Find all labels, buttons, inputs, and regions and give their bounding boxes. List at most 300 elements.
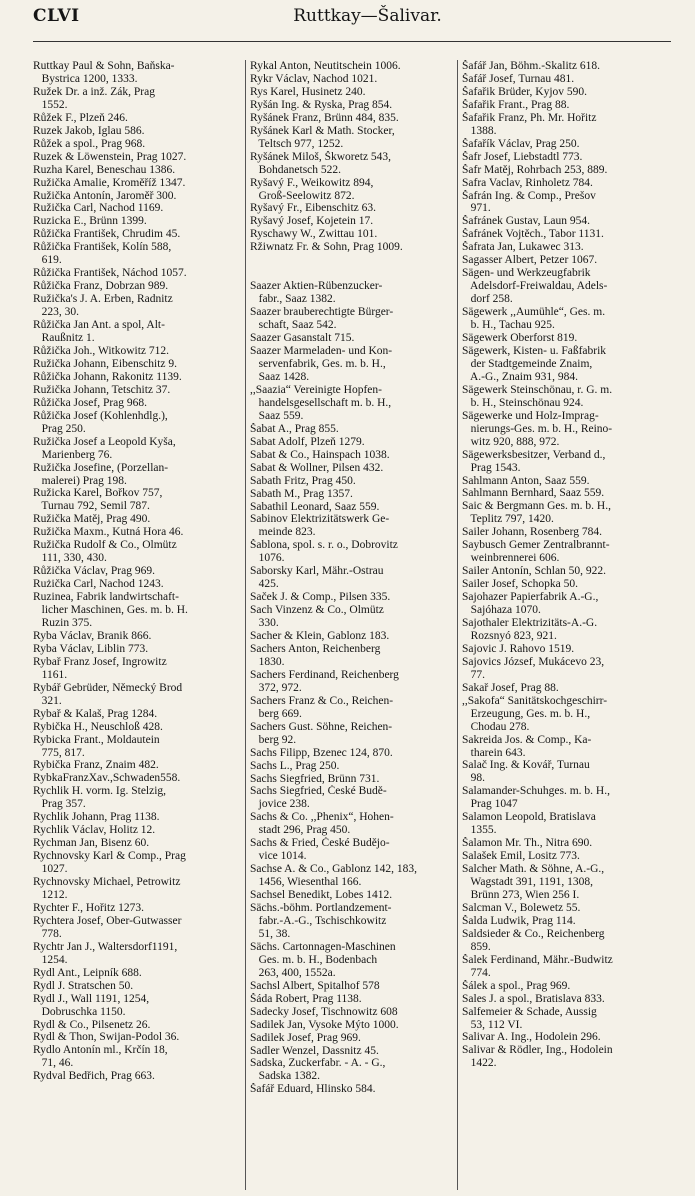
entry-line: ,,Sakofa“ Sanitätskochgeschirr-	[462, 694, 608, 707]
entry-line: Ružička Johann, Tetschitz 37.	[33, 383, 171, 396]
entry-continuation-line: berg 92.	[250, 733, 297, 746]
directory-entry	[33, 1019, 241, 1032]
directory-entry	[250, 993, 451, 1006]
directory-entry	[33, 202, 241, 215]
directory-entry	[33, 682, 241, 708]
entry-line: Ružička's J. A. Erben, Radnitz	[33, 293, 173, 306]
entry-line: Rybička Franz, Znaim 482.	[33, 759, 159, 772]
entry-continuation-line: 1254.	[33, 953, 68, 966]
entry-continuation-line: Dobruschka 1150.	[33, 1005, 126, 1018]
directory-entry	[33, 358, 241, 371]
directory-column-1	[33, 60, 241, 1190]
directory-entry	[462, 539, 673, 565]
entry-line: Šablona, spol. s. r. o., Dobrovitz	[250, 539, 398, 552]
directory-entry	[250, 1045, 451, 1058]
entry-continuation-line: Teplitz 797, 1420.	[462, 513, 554, 526]
entry-line: Saybusch Gemer Zentralbrannt-	[462, 539, 610, 552]
entry-line: Šafrata Jan, Lukawec 313.	[462, 241, 584, 254]
entry-line: Sahlmann Bernhard, Saaz 559.	[462, 487, 605, 500]
entry-line: Saic & Bergmann Ges. m. b. H.,	[462, 500, 611, 513]
directory-entry	[33, 487, 241, 513]
entry-line: Sachers Franz & Co., Reichen-	[250, 694, 394, 707]
directory-entry	[250, 241, 451, 254]
directory-entry	[462, 526, 673, 539]
entry-line: Šafr Josef, Liebstadtl 773.	[462, 150, 583, 163]
entry-continuation-line: 775, 817.	[33, 746, 85, 759]
directory-entry	[462, 954, 673, 980]
entry-line: Růžek F., Plzeň 246.	[33, 111, 128, 124]
directory-entry	[250, 889, 451, 902]
entry-line: Růžička Franz, Dobrzan 989.	[33, 280, 169, 293]
entry-line: Ryšavý Josef, Kojetein 17.	[250, 215, 374, 228]
entry-continuation-line: Ges. m. b. H., Bodenbach	[250, 953, 378, 966]
entry-line: RybkaFranzXav.,Schwaden558.	[33, 772, 181, 785]
directory-entry	[250, 112, 451, 125]
entry-continuation-line: Turnau 792, Semil 787.	[33, 500, 150, 513]
entry-continuation-line: witz 920, 888, 972.	[462, 435, 560, 448]
directory-entry	[250, 228, 451, 241]
entry-line: Ryba Václav, Branik 866.	[33, 629, 152, 642]
entry-continuation-line: Ruzin 375.	[33, 616, 93, 629]
entry-continuation-line: Adelsdorf-Freiwaldau, Adels-	[462, 280, 608, 293]
entry-line: Šalda Ludwik, Prag 114.	[462, 914, 576, 927]
directory-entry	[250, 1019, 451, 1032]
directory-entry	[462, 267, 673, 306]
entry-line: Šafář Eduard, Hlinsko 584.	[250, 1083, 376, 1096]
directory-entry	[33, 980, 241, 993]
entry-line: Růžička František, Kolín 588,	[33, 241, 172, 254]
directory-entry	[462, 151, 673, 164]
entry-continuation-line: 1552.	[33, 98, 68, 111]
directory-entry	[462, 656, 673, 682]
entry-line: Šálek a spol., Prag 969.	[462, 979, 571, 992]
entry-line: Salivar A. Ing., Hodolein 296.	[462, 1031, 601, 1044]
entry-line: Šalamon Mr. Th., Nitra 690.	[462, 837, 593, 850]
directory-entry	[462, 487, 673, 500]
entry-line: Ruzha Karel, Beneschau 1386.	[33, 163, 176, 176]
directory-entry	[462, 591, 673, 617]
entry-line: Sakař Josef, Prag 88.	[462, 681, 559, 694]
entry-line: Sales J. a spol., Bratislava 833.	[462, 992, 605, 1005]
entry-line: Rydl J., Wall 1191, 1254,	[33, 992, 150, 1005]
entry-line: Sachs & Co. ,,Phenix“, Hohen-	[250, 811, 394, 824]
directory-entry	[33, 293, 241, 319]
directory-entry	[462, 915, 673, 928]
directory-entry	[33, 526, 241, 539]
directory-entry	[250, 811, 451, 837]
directory-entry	[462, 902, 673, 915]
entry-line: Ružicka Karel, Bořkov 757,	[33, 487, 163, 500]
directory-entry	[462, 863, 673, 902]
entry-continuation-line: Sajóhaza 1070.	[462, 604, 541, 617]
directory-entry	[250, 151, 451, 177]
directory-entry	[462, 215, 673, 228]
directory-entry	[462, 1031, 673, 1044]
directory-entry	[33, 656, 241, 682]
directory-entry	[33, 759, 241, 772]
entry-line: Sailer Josef, Schopka 50.	[462, 578, 578, 591]
entry-line: Ržiwnatz Fr. & Sohn, Prag 1009.	[250, 241, 403, 254]
entry-line: Růžička František, Chrudim 45.	[33, 228, 181, 241]
directory-entry	[462, 410, 673, 449]
directory-entry	[33, 138, 241, 151]
entry-line: Rychnovsky Michael, Petrowitz	[33, 876, 181, 889]
directory-entry	[33, 397, 241, 410]
entry-continuation-line: berg 669.	[250, 707, 302, 720]
entry-continuation-line: Bohdanetsch 522.	[250, 163, 342, 176]
entry-line: Ryschawy W., Zwittau 101.	[250, 228, 378, 241]
entry-continuation-line: Wagstadt 391, 1191, 1308,	[462, 876, 593, 889]
entry-line: Šafařík Václav, Prag 250.	[462, 137, 580, 150]
entry-continuation-line: malerei) Prag 198.	[33, 474, 127, 487]
directory-entry	[250, 863, 451, 889]
directory-entry	[462, 785, 673, 811]
entry-continuation-line: b. H., Steinschönau 924.	[462, 396, 584, 409]
entry-continuation-line: Prag 1543.	[462, 461, 521, 474]
entry-line: Ružička Josef a Leopold Kyša,	[33, 435, 176, 448]
directory-entry	[250, 384, 451, 423]
entry-continuation-line: 1422.	[462, 1057, 497, 1070]
entry-line: Ruttkay Paul & Sohn, Baňska-	[33, 60, 175, 72]
entry-continuation-line: nierungs-Ges. m. b. H., Reino-	[462, 422, 613, 435]
entry-continuation-line: Chodau 278.	[462, 720, 530, 733]
entry-line: Sakreida Jos. & Comp., Ka-	[462, 733, 592, 746]
directory-entry	[462, 1044, 673, 1070]
entry-line: Rychnovsky Karl & Comp., Prag	[33, 850, 186, 863]
directory-entry	[250, 1006, 451, 1019]
directory-entry	[33, 177, 241, 190]
directory-entry	[250, 591, 451, 604]
entry-line: Rybař Franz Josef, Ingrowitz	[33, 655, 167, 668]
directory-entry	[250, 980, 451, 993]
entry-continuation-line: Sadska 1382.	[250, 1070, 320, 1083]
directory-entry	[462, 60, 673, 73]
directory-columns	[33, 60, 673, 1190]
entry-line: Sajovics József, Mukácevo 23,	[462, 655, 605, 668]
directory-entry	[250, 99, 451, 112]
entry-continuation-line: Bystrica 1200, 1333.	[33, 72, 138, 85]
directory-entry	[33, 539, 241, 565]
entry-line: Sachers Ferdinand, Reichenberg	[250, 668, 399, 681]
entry-line: Šabat A., Prag 855.	[250, 422, 339, 435]
directory-entry	[250, 475, 451, 488]
entry-continuation-line: der Stadtgemeinde Znaim,	[462, 357, 593, 370]
entry-continuation-line: 372, 972.	[250, 681, 302, 694]
section-gap	[250, 254, 451, 280]
directory-entry	[462, 254, 673, 267]
page-number: CLVI	[33, 6, 80, 26]
entry-line: Rychlik Václav, Holitz 12.	[33, 824, 156, 837]
entry-line: Rybář Gebrüder, Německý Brod	[33, 681, 183, 694]
entry-line: Rydl J. Stratschen 50.	[33, 979, 134, 992]
entry-continuation-line: 98.	[462, 772, 485, 785]
directory-entry	[33, 811, 241, 824]
directory-entry	[250, 902, 451, 941]
entry-line: Saldsieder & Co., Reichenberg	[462, 927, 605, 940]
entry-line: Sagasser Albert, Petzer 1067.	[462, 254, 598, 267]
entry-line: Rydval Bedřich, Prag 663.	[33, 1070, 155, 1083]
directory-entry	[462, 928, 673, 954]
directory-entry	[33, 1070, 241, 1083]
entry-continuation-line: dorf 258.	[462, 293, 513, 306]
directory-entry	[250, 669, 451, 695]
entry-line: Sailer Johann, Rosenberg 784.	[462, 526, 603, 539]
directory-entry	[33, 1044, 241, 1070]
entry-continuation-line: servenfabrik, Ges. m. b. H.,	[250, 358, 386, 371]
entry-continuation-line: Groß-Seelowitz 872.	[250, 189, 355, 202]
entry-line: Sadska, Zuckerfabr. - A. - G.,	[250, 1057, 386, 1070]
directory-entry	[33, 164, 241, 177]
directory-entry	[250, 125, 451, 151]
directory-entry	[33, 436, 241, 462]
directory-entry	[250, 747, 451, 760]
entry-continuation-line: 1076.	[250, 552, 285, 565]
entry-line: Saazer Marmeladen- und Kon-	[250, 345, 393, 358]
directory-entry	[33, 190, 241, 203]
directory-entry	[33, 734, 241, 760]
directory-column-2	[245, 60, 451, 1190]
directory-entry	[33, 513, 241, 526]
directory-entry	[250, 423, 451, 436]
directory-entry	[462, 643, 673, 656]
directory-entry	[33, 578, 241, 591]
entry-continuation-line: 321.	[33, 694, 62, 707]
entry-line: Salač Ing. & Kovář, Turnau	[462, 759, 590, 772]
entry-line: Salivar & Rödler, Ing., Hodolein	[462, 1044, 613, 1057]
entry-continuation-line: 71, 46.	[33, 1057, 74, 1070]
entry-line: Ružička Amalie, Kroměříž 1347.	[33, 176, 186, 189]
directory-entry	[250, 630, 451, 643]
directory-entry	[250, 332, 451, 345]
directory-entry	[462, 980, 673, 993]
entry-continuation-line: 1456, Wiesenthal 166.	[250, 876, 362, 889]
entry-continuation-line: 77.	[462, 668, 485, 681]
entry-line: Salamon Leopold, Bratislava	[462, 811, 596, 824]
entry-continuation-line: 223, 30.	[33, 306, 79, 319]
entry-line: Sachs Siegfried, České Budě-	[250, 785, 387, 798]
entry-line: Ružička Matěj, Prag 490.	[33, 513, 151, 526]
directory-entry	[462, 241, 673, 254]
entry-continuation-line: 53, 112 VI.	[462, 1018, 523, 1031]
directory-entry	[250, 177, 451, 203]
entry-continuation-line: b. H., Tachau 925.	[462, 319, 555, 332]
entry-line: Rydl Ant., Leipník 688.	[33, 966, 142, 979]
directory-entry	[250, 462, 451, 475]
entry-line: Salamander-Schuhges. m. b. H.,	[462, 785, 610, 798]
directory-entry	[250, 306, 451, 332]
entry-line: Ružička Antonín, Jaroměř 300.	[33, 189, 177, 202]
directory-entry	[462, 228, 673, 241]
directory-entry	[462, 578, 673, 591]
entry-line: Ryšánek Miloš, Škworetz 543,	[250, 150, 392, 163]
entry-line: Rychtera Josef, Ober-Gutwasser	[33, 914, 182, 927]
directory-entry	[250, 488, 451, 501]
directory-entry	[250, 837, 451, 863]
entry-line: Šafařik Franz, Ph. Mr. Hořitz	[462, 111, 597, 124]
entry-continuation-line: Brünn 273, Wien 256 I.	[462, 889, 580, 901]
entry-continuation-line: stadt 296, Prag 450.	[250, 824, 351, 837]
directory-entry	[33, 267, 241, 280]
entry-line: Ruzinea, Fabrik landwirtschaft-	[33, 591, 179, 604]
directory-entry	[33, 941, 241, 967]
entry-continuation-line: schaft, Saaz 542.	[250, 319, 337, 332]
entry-continuation-line: Prag 1047	[462, 798, 518, 811]
directory-entry	[250, 280, 451, 306]
entry-continuation-line: jovice 238.	[250, 798, 310, 811]
directory-entry	[33, 384, 241, 397]
entry-continuation-line: 425.	[250, 578, 279, 591]
directory-entry	[250, 60, 451, 73]
entry-line: Sajovic J. Rahovo 1519.	[462, 642, 575, 655]
entry-line: Sadecky Josef, Tischnowitz 608	[250, 1005, 398, 1018]
directory-entry	[250, 202, 451, 215]
entry-continuation-line: fabr., Saaz 1382.	[250, 293, 336, 306]
directory-entry	[250, 513, 451, 539]
directory-entry	[33, 125, 241, 138]
entry-line: Sägewerk ,,Aumühle“, Ges. m.	[462, 306, 606, 319]
entry-line: Ružek Dr. a inž. Zák, Prag	[33, 85, 155, 98]
entry-line: Rychter F., Hořitz 1273.	[33, 901, 145, 914]
directory-entry	[462, 164, 673, 177]
entry-line: Ružička Josefine, (Porzellan-	[33, 461, 169, 474]
directory-entry	[33, 708, 241, 721]
directory-entry	[33, 902, 241, 915]
entry-line: Sächs. Cartonnagen-Maschinen	[250, 940, 396, 953]
directory-entry	[462, 177, 673, 190]
entry-line: Sahlmann Anton, Saaz 559.	[462, 474, 590, 487]
entry-continuation-line: Saaz 559.	[250, 409, 304, 422]
directory-entry	[33, 241, 241, 267]
directory-entry	[33, 643, 241, 656]
directory-entry	[462, 190, 673, 216]
entry-continuation-line: Raußnitz 1.	[33, 332, 95, 345]
entry-line: Saazer Aktien-Rübenzucker-	[250, 280, 383, 293]
entry-line: Růžička Josef, Prag 968.	[33, 396, 148, 409]
entry-continuation-line: 1212.	[33, 889, 68, 901]
directory-entry	[33, 721, 241, 734]
entry-line: Šafr Matěj, Rohrbach 253, 889.	[462, 163, 608, 176]
entry-line: Rys Karel, Husinetz 240.	[250, 85, 366, 98]
directory-entry	[462, 332, 673, 345]
directory-entry	[250, 73, 451, 86]
directory-entry	[462, 345, 673, 384]
directory-entry	[250, 643, 451, 669]
directory-entry	[250, 1032, 451, 1045]
entry-continuation-line: meinde 823.	[250, 526, 316, 539]
entry-continuation-line: 1830.	[250, 655, 285, 668]
directory-entry	[250, 86, 451, 99]
entry-line: Šalek Ferdinand, Mähr.-Budwitz	[462, 953, 613, 966]
entry-line: Rybicka Frant., Moldautein	[33, 733, 160, 746]
entry-continuation-line: 774.	[462, 966, 491, 979]
running-title: Ruttkay—Šalivar.	[293, 6, 442, 26]
directory-entry	[33, 410, 241, 436]
entry-line: Sabat & Wollner, Pilsen 432.	[250, 461, 384, 474]
entry-line: Růžička Jan Ant. a spol, Alt-	[33, 319, 165, 332]
entry-line: Ružička Maxm., Kutná Hora 46.	[33, 526, 184, 539]
entry-line: Ryšánek Franz, Brünn 484, 835.	[250, 111, 399, 124]
directory-entry	[33, 371, 241, 384]
directory-entry	[462, 811, 673, 837]
directory-entry	[462, 500, 673, 526]
entry-line: Sach Vinzenz & Co., Olmütz	[250, 604, 384, 617]
directory-entry	[462, 99, 673, 112]
entry-line: Sachse A. & Co., Gablonz 142, 183,	[250, 863, 418, 876]
directory-entry	[462, 306, 673, 332]
entry-line: Růžička Josef (Kohlenhdlg.),	[33, 409, 168, 422]
entry-line: Sadilek Josef, Prag 969.	[250, 1031, 361, 1044]
entry-continuation-line: licher Maschinen, Ges. m. b. H.	[33, 604, 188, 617]
directory-entry	[250, 1083, 451, 1096]
entry-continuation-line: Prag 250.	[33, 422, 86, 435]
entry-line: Růžek a spol., Prag 968.	[33, 137, 146, 150]
entry-line: Rydl & Thon, Swijan-Podol 36.	[33, 1031, 180, 1044]
entry-line: Salfemeier & Schade, Aussig	[462, 1005, 597, 1018]
entry-line: Ružička Rudolf & Co., Olmütz	[33, 539, 177, 552]
entry-line: Salcher Math. & Söhne, A.-G.,	[462, 863, 605, 876]
entry-line: Ryšán Ing. & Ryska, Prag 854.	[250, 98, 393, 111]
directory-entry	[250, 695, 451, 721]
directory-entry	[462, 682, 673, 695]
entry-continuation-line: 51, 38.	[250, 927, 291, 940]
entry-line: Šafář Josef, Turnau 481.	[462, 72, 575, 85]
directory-entry	[250, 539, 451, 565]
entry-line: Růžička Joh., Witkowitz 712.	[33, 344, 170, 357]
entry-continuation-line: handelsgesellschaft m. b. H.,	[250, 396, 392, 409]
directory-entry	[462, 993, 673, 1006]
entry-line: Růžička František, Náchod 1057.	[33, 267, 187, 280]
directory-entry	[250, 215, 451, 228]
entry-line: Ružička Johann, Eibenschitz 9.	[33, 357, 178, 370]
directory-entry	[462, 837, 673, 850]
directory-entry	[33, 837, 241, 850]
entry-line: ,,Saazia“ Vereinigte Hopfen-	[250, 383, 382, 396]
directory-entry	[33, 850, 241, 876]
entry-line: Sacher & Klein, Gablonz 183.	[250, 630, 390, 643]
directory-entry	[33, 151, 241, 164]
entry-line: Šafránek Vojtěch., Tabor 1131.	[462, 228, 604, 241]
directory-entry	[462, 73, 673, 86]
entry-line: Sajohazer Papierfabrik A.-G.,	[462, 591, 599, 604]
entry-line: Sabath M., Prag 1357.	[250, 487, 353, 500]
entry-continuation-line: 1388.	[462, 124, 497, 137]
entry-line: Sadilek Jan, Vysoke Mýto 1000.	[250, 1018, 399, 1031]
entry-line: Sabath Fritz, Prag 450.	[250, 474, 356, 487]
directory-entry	[462, 475, 673, 488]
page-header	[0, 4, 695, 32]
directory-entry	[462, 695, 673, 734]
entry-line: Ryšánek Karl & Math. Stocker,	[250, 124, 395, 137]
entry-line: Ryba Václav, Liblin 773.	[33, 642, 149, 655]
entry-line: Sachs Siegfried, Brünn 731.	[250, 772, 380, 785]
entry-line: Sabat Adolf, Plzeň 1279.	[250, 435, 365, 448]
entry-line: Ryšavý F., Weikowitz 894,	[250, 176, 374, 189]
entry-line: Rychtr Jan J., Waltersdorf1191,	[33, 940, 178, 953]
entry-line: Rykal Anton, Neutitschein 1006.	[250, 60, 401, 72]
directory-column-3	[457, 60, 673, 1190]
directory-entry	[462, 449, 673, 475]
entry-continuation-line: 1027.	[33, 863, 68, 876]
directory-entry	[250, 436, 451, 449]
entry-line: Rydl & Co., Pilsenetz 26.	[33, 1018, 151, 1031]
entry-continuation-line: A.-G., Znaim 931, 984.	[462, 370, 578, 383]
directory-entry	[33, 228, 241, 241]
directory-entry	[250, 721, 451, 747]
directory-entry	[462, 565, 673, 578]
directory-entry	[33, 915, 241, 941]
entry-line: Sailer Antonín, Schlan 50, 922.	[462, 565, 607, 578]
directory-entry	[462, 86, 673, 99]
